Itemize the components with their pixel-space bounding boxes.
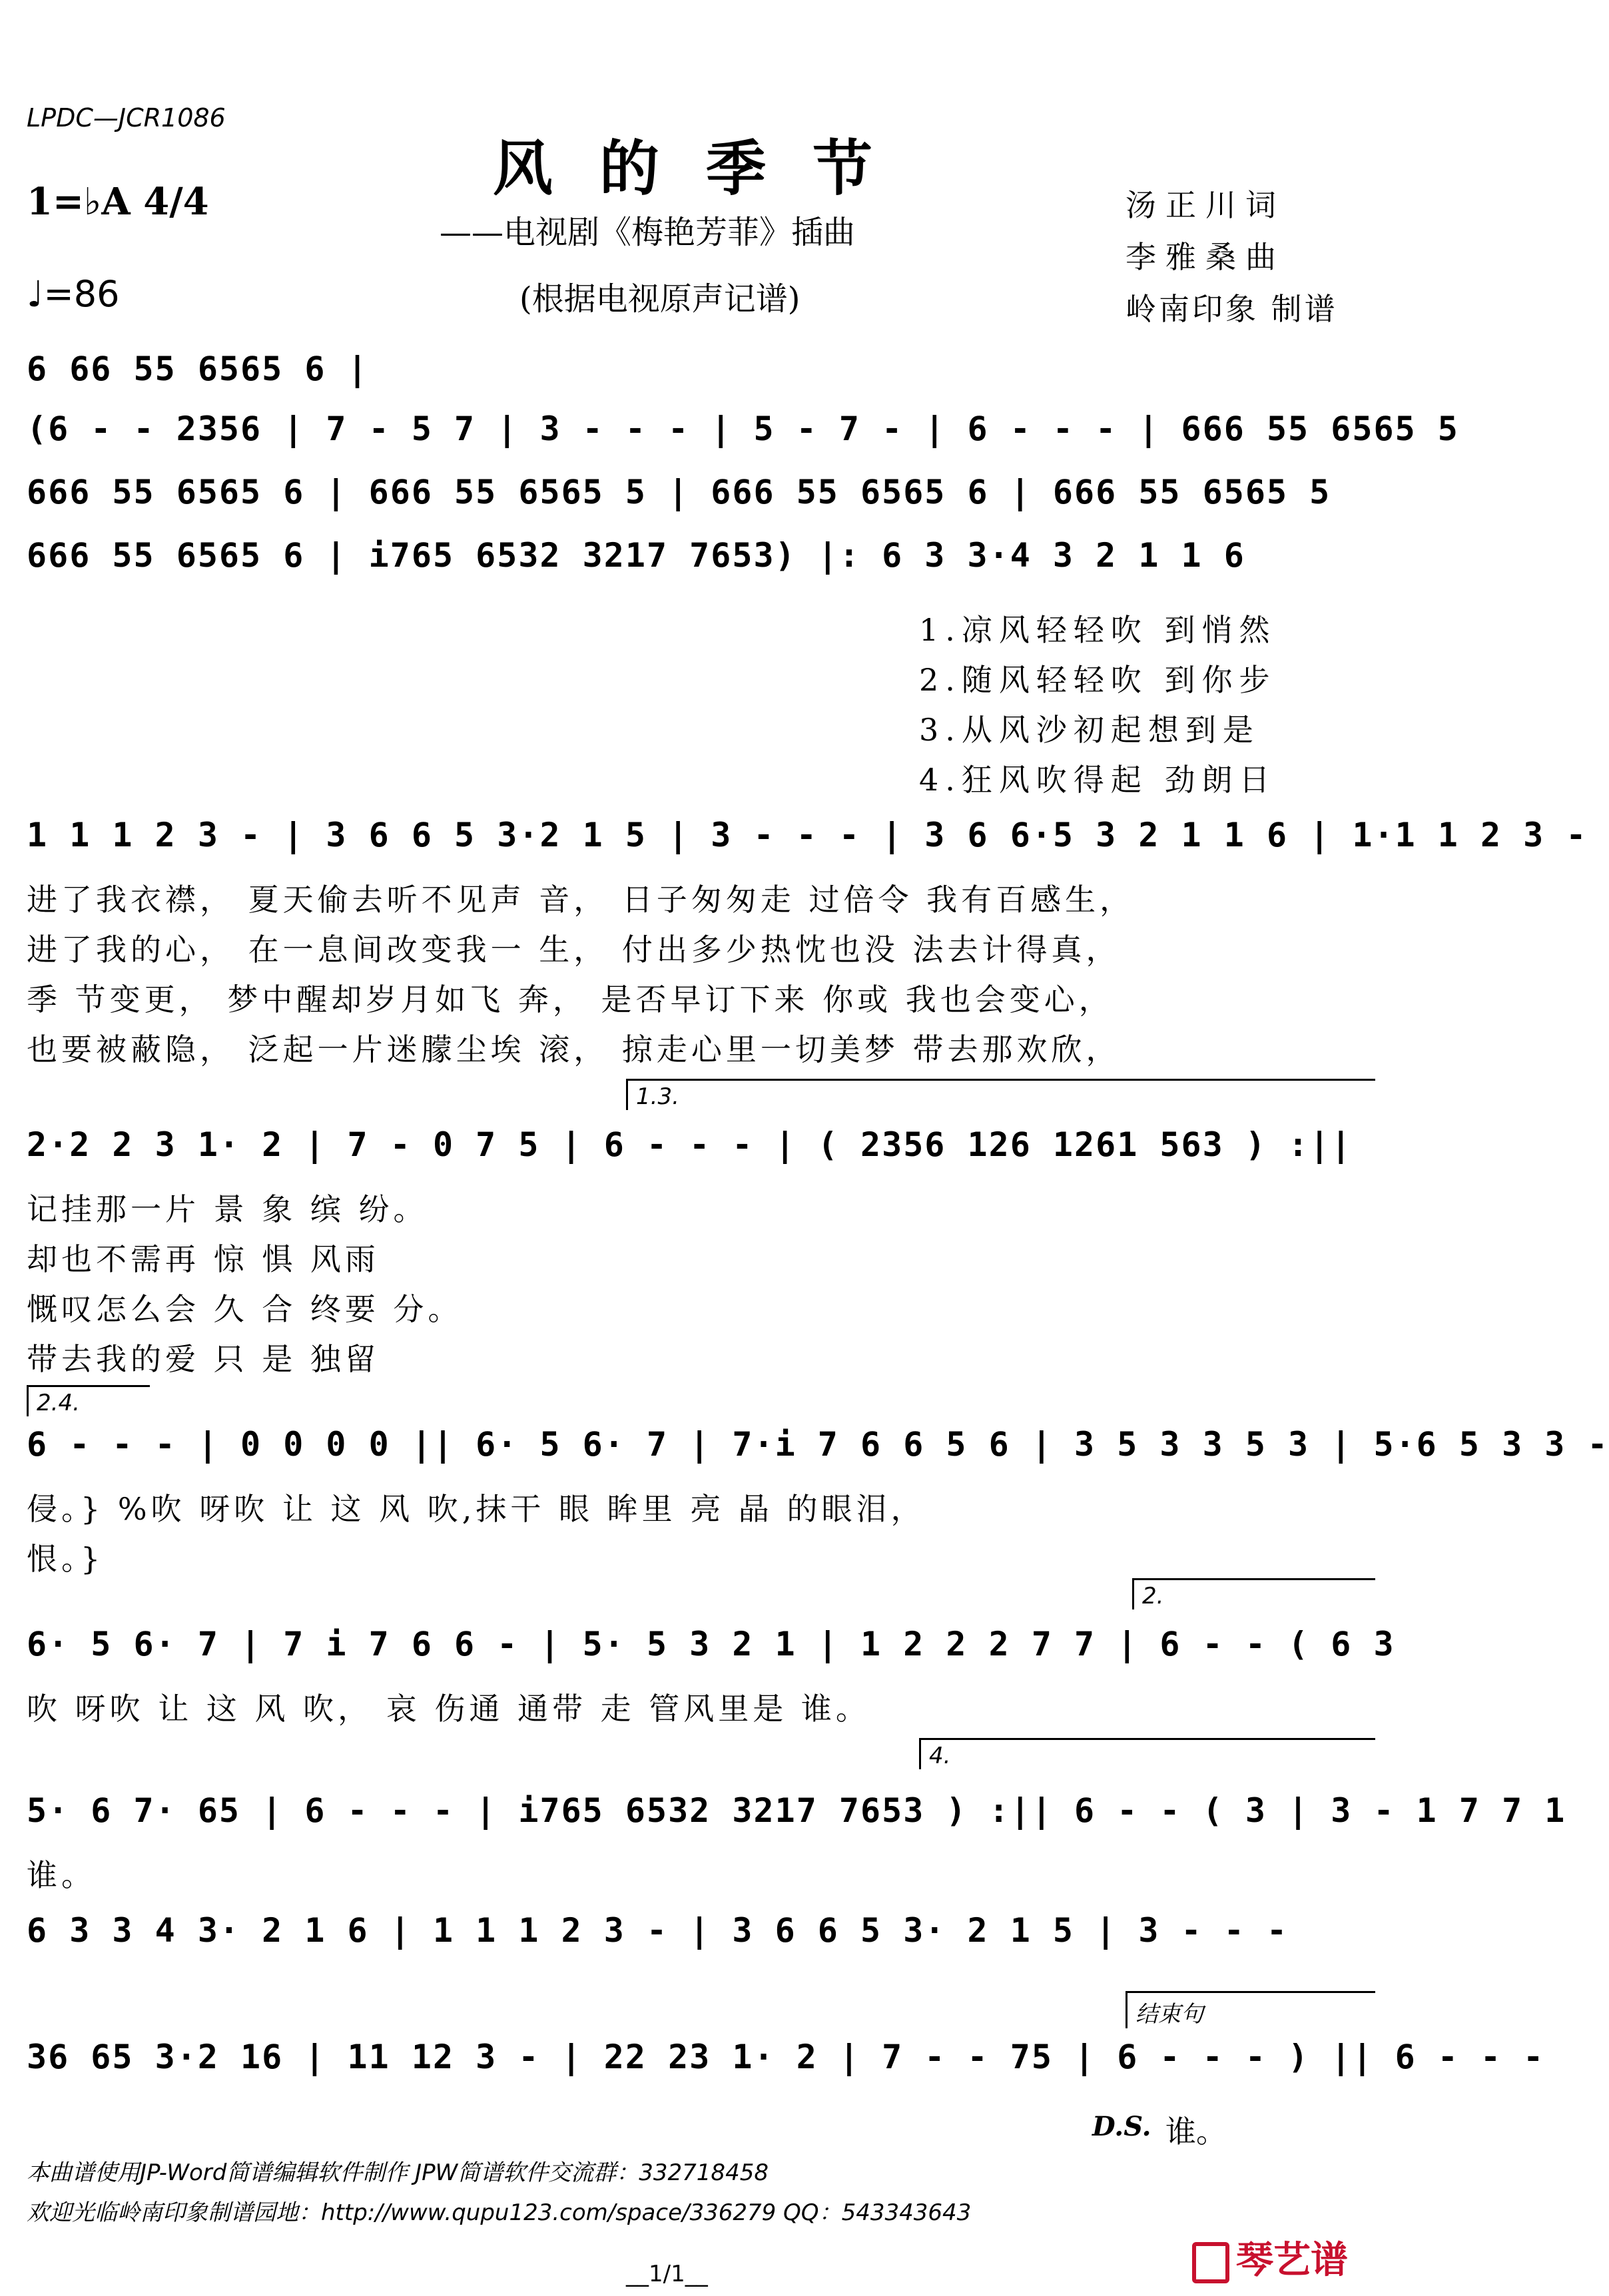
footer-software: 本曲谱使用JP-Word简谱编辑软件制作 JPW简谱软件交流群：332718458 — [27, 2159, 769, 2186]
volta-4: 4. — [919, 1738, 1375, 1769]
staff-line: 5· 6 7· 65 | 6 - - - | i765 6532 3217 7653 ) :|| 6 - - ( 3 | 3 - 1 7 7 1 — [27, 1791, 1566, 1830]
song-subtitle: ——电视剧《梅艳芳菲》插曲 — [440, 214, 856, 251]
lyric-line: 记挂那一片 景 象 缤 纷。 — [27, 1191, 428, 1227]
volta-2: 2. — [1132, 1578, 1375, 1609]
song-title: 风的季节 — [493, 133, 919, 204]
staff-line: 6· 5 6· 7 | 7 i 7 6 6 - | 5· 5 3 2 1 | 1 2 2 2 7 7 | 6 - - ( 6 3 — [27, 1625, 1395, 1663]
verse-label-2: 2.随风轻轻吹 到你步 — [919, 662, 1277, 698]
staff-line: 666 55 6565 6 | i765 6532 3217 7653) |: 6 3 3·4 3 2 1 1 6 — [27, 536, 1245, 575]
volta-1-3: 1.3. — [626, 1079, 1375, 1110]
ending-label: 结束句 — [1126, 1991, 1375, 2028]
staff-line: 6 - - - | 0 0 0 0 || 6· 5 6· 7 | 7·i 7 6 6 5 6 | 3 5 3 3 5 3 | 5·6 5 3 3 - — [27, 1425, 1609, 1464]
tempo-marking: ♩=86 — [27, 273, 120, 315]
lyric-line: 带去我的爱 只 是 独留 — [27, 1341, 380, 1377]
staff-line: 666 55 6565 6 | 666 55 6565 5 | 666 55 6565 6 | 666 55 6565 5 — [27, 473, 1331, 511]
lyric-line: 却也不需再 惊 惧 风雨 — [27, 1241, 380, 1277]
lyric-line: 进了我的心， 在一息间改变我一 生， 付出多少热忱也没 法去计得真， — [27, 932, 1121, 968]
logo-text: 琴艺谱 — [1236, 2239, 1348, 2282]
lyric-line: 谁。 — [27, 1857, 96, 1893]
lyric-line: 也要被蔽隐， 泛起一片迷朦尘埃 滚， 掠走心里一切美梦 带去那欢欣， — [27, 1031, 1121, 1067]
ds-marking: D.S. — [1092, 2111, 1151, 2142]
composer-credit: 李雅桑曲 — [1126, 239, 1285, 275]
key-signature: 1=♭A 4/4 — [27, 180, 209, 224]
verse-label-4: 4.狂风吹得起 劲朗日 — [919, 762, 1277, 798]
lyricist-credit: 汤正川词 — [1126, 187, 1285, 223]
staff-line: 36 65 3·2 16 | 11 12 3 - | 22 23 1· 2 | 7 - - 75 | 6 - - - ) || 6 - - - — [27, 2038, 1545, 2076]
volta-2-4: 2.4. — [27, 1385, 150, 1416]
verse-label-3: 3.从风沙初起想到是 — [919, 712, 1260, 748]
logo-icon — [1192, 2242, 1229, 2283]
transcription-source: (根据电视原声记谱) — [519, 280, 801, 318]
lyric-line: 进了我衣襟， 夏天偷去听不见声 音， 日子匆匆走 过倍令 我有百感生， — [27, 882, 1135, 918]
lyric-line: 慨叹怎么会 久 合 终要 分。 — [27, 1291, 463, 1327]
staff-line: 1 1 1 2 3 - | 3 6 6 5 3·2 1 5 | 3 - - - | 3 6 6·5 3 2 1 1 6 | 1·1 1 2 3 - — [27, 816, 1588, 854]
ds-lyric: 谁。 — [1165, 2114, 1227, 2150]
verse-label-1: 1.凉风轻轻吹 到悄然 — [919, 612, 1277, 648]
lyric-line: 侵。} %吹 呀吹 让 这 风 吹,抹干 眼 眸里 亮 晶 的眼泪， — [27, 1491, 926, 1527]
score-code: LPDC—JCR1086 — [27, 103, 226, 133]
staff-line: 2·2 2 3 1· 2 | 7 - 0 7 5 | 6 - - - | ( 2356 126 1261 563 ) :|| — [27, 1125, 1353, 1164]
staff-line: (6 - - 2356 | 7 - 5 7 | 3 - - - | 5 - 7 - | 6 - - - | 666 55 6565 5 — [27, 410, 1459, 448]
lyric-line: 吹 呀吹 让 这 风 吹， 哀 伤通 通带 走 管风里是 谁。 — [27, 1691, 870, 1727]
site-logo — [1192, 2231, 1348, 2284]
lyric-line: 季 节变更， 梦中醒却岁月如飞 奔， 是否早订下来 你或 我也会变心， — [27, 982, 1114, 1017]
staff-line: 6 66 55 6565 6 | — [27, 350, 369, 388]
staff-line: 6 3 3 4 3· 2 1 6 | 1 1 1 2 3 - | 3 6 6 5 3· 2 1 5 | 3 - - - — [27, 1911, 1289, 1950]
arranger-credit: 岭南印象 制谱 — [1126, 291, 1338, 327]
lyric-line: 恨。} — [27, 1541, 105, 1577]
footer-site: 欢迎光临岭南印象制谱园地：http://www.qupu123.com/space/336279 QQ：543343643 — [27, 2199, 972, 2226]
page-number: __1/1__ — [626, 2261, 708, 2287]
